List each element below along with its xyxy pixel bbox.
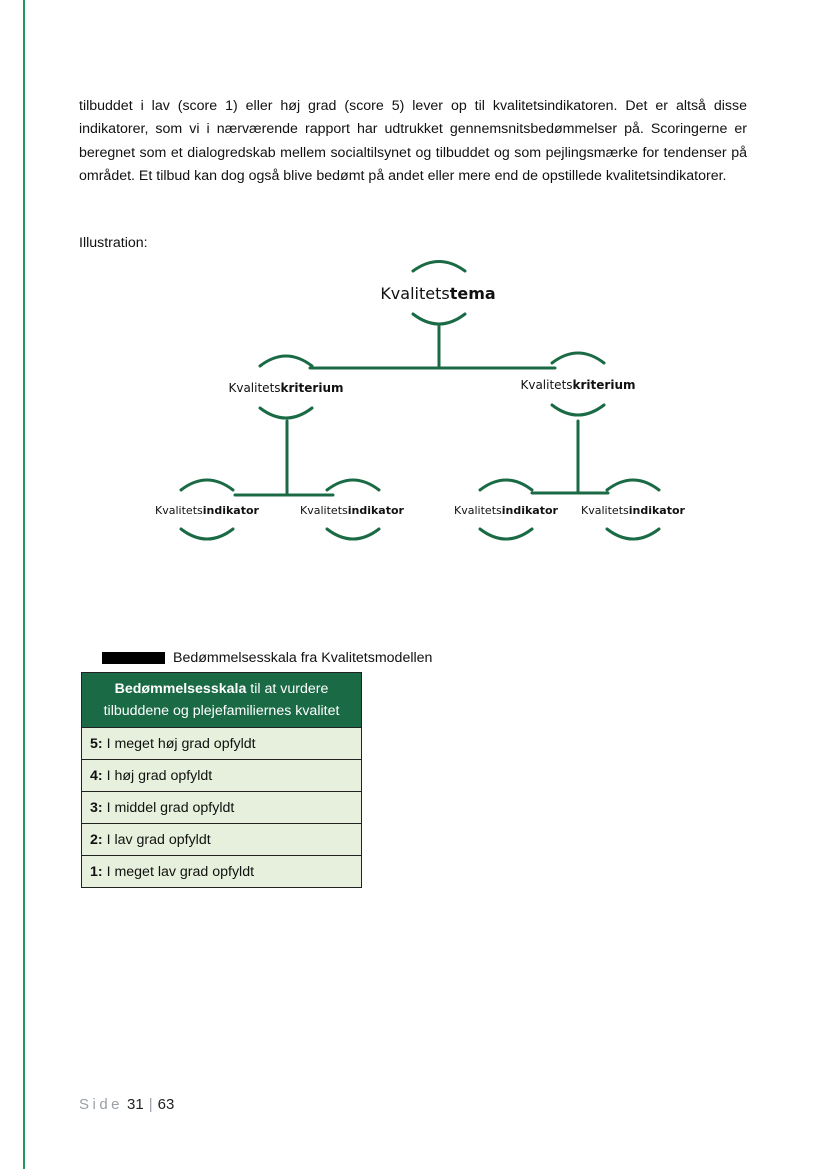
- indicator-label-2: Kvalitetsindikator: [300, 504, 404, 517]
- indicator-label-3: Kvalitetsindikator: [454, 504, 558, 517]
- table-caption: [102, 649, 432, 667]
- table-header-cell: [82, 673, 362, 728]
- left-criterion-arc-bottom: [260, 408, 312, 418]
- score-value: 2:: [90, 831, 103, 848]
- node-arcs: [181, 262, 659, 540]
- table-cell: [82, 760, 362, 792]
- score-description: I høj grad opfyldt: [102, 767, 213, 784]
- indicator-label-1: Kvalitetsindikator: [155, 504, 259, 517]
- table-row: [82, 760, 362, 792]
- score-description: I meget høj grad opfyldt: [102, 735, 256, 752]
- score-value: 1:: [90, 863, 103, 880]
- header-bold-text: Bedømmelsesskala: [114, 680, 247, 697]
- right-criterion-label: Kvalitetskriterium: [520, 378, 636, 392]
- score-description: I meget lav grad opfyldt: [102, 863, 255, 880]
- caption-marker: [102, 652, 165, 664]
- indicator-4-arc-top: [607, 480, 659, 490]
- page-separator: |: [148, 1096, 153, 1113]
- connector-lines: [235, 326, 608, 495]
- header-rest-text: til at vurdere tilbuddene og plejefamiliernes kvalitet: [103, 680, 340, 719]
- indicator-label-4: Kvalitetsindikator: [581, 504, 685, 517]
- caption-text: Bedømmelsesskala fra Kvalitetsmodellen: [173, 650, 433, 666]
- table-row: [82, 728, 362, 760]
- table-cell: [82, 728, 362, 760]
- page-number: 31: [127, 1096, 144, 1113]
- table-row: [82, 856, 362, 888]
- indicator-1-arc-top: [181, 480, 233, 490]
- score-value: 3:: [90, 799, 103, 816]
- table-row: [82, 824, 362, 856]
- score-value: 4:: [90, 767, 103, 784]
- table-header-row: [82, 673, 362, 728]
- body-paragraph: tilbuddet i lav (score 1) eller høj grad (score 5) lever op til kvalitetsindikatoren. Det er altså disse indikatorer, som vi i nærværende rapport har udtrukket gennemsnitsbedømmelser på. Scoringerne er beregnet som et dialogredskab mellem socialtilsynet og tilbuddet og som pejlingsmærke for tendenser på området. Et tilbud kan dog også blive bedømt på andet eller mere end de opstillede kvalitetsindikatorer.: [79, 98, 747, 185]
- page-footer: [79, 1096, 174, 1113]
- assessment-scale-table: [81, 672, 362, 888]
- theme-arc-top: [413, 262, 465, 272]
- side-label: Side: [79, 1096, 124, 1113]
- indicator-2-arc-top: [327, 480, 379, 490]
- score-description: I lav grad opfyldt: [102, 831, 211, 848]
- table-cell: [82, 824, 362, 856]
- indicator-3-arc-bottom: [480, 529, 532, 539]
- illustration-label: Illustration:: [79, 235, 148, 251]
- left-criterion-label: Kvalitetskriterium: [228, 381, 344, 395]
- score-value: 5:: [90, 735, 103, 752]
- score-description: I middel grad opfyldt: [102, 799, 235, 816]
- table-cell: [82, 792, 362, 824]
- right-criterion-arc-top: [552, 353, 604, 363]
- right-criterion-arc-bottom: [552, 405, 604, 415]
- theme-node-label: Kvalitetstema: [380, 284, 496, 303]
- indicator-2-arc-bottom: [327, 529, 379, 539]
- indicator-1-arc-bottom: [181, 529, 233, 539]
- left-criterion-arc-top: [260, 356, 312, 366]
- indicator-4-arc-bottom: [607, 529, 659, 539]
- table-cell: [82, 856, 362, 888]
- table-row: [82, 792, 362, 824]
- indicator-3-arc-top: [480, 480, 532, 490]
- theme-arc-bottom: [413, 314, 465, 324]
- page-total: 63: [157, 1096, 175, 1113]
